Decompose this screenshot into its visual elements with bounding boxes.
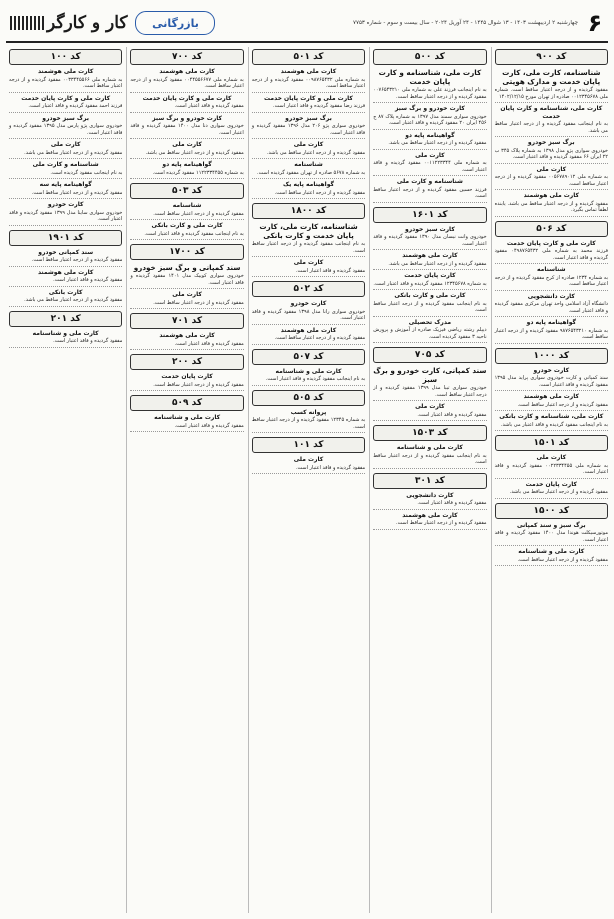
ad-title: کارت ملی و شناسنامه (154, 414, 221, 421)
ad-title: برگ سبز خودرو (42, 114, 90, 122)
classified-ad (495, 105, 608, 137)
ad-body: دانشگاه آزاد اسلامی واحد تهران مرکزی مفقود گردیده و فاقد اعتبار است. (494, 301, 608, 314)
ad-title: کارت دانشجویی (527, 292, 575, 300)
ad-title: کارت ملی هوشمند (523, 192, 579, 199)
ad-column (491, 47, 608, 913)
ad-body: فرزند احمد مفقود گردیده و فاقد اعتبار است. (28, 103, 123, 109)
ad-title: کارت ملی هوشمند (37, 268, 94, 276)
ad-body: مفقود گردیده و از درجه اعتبار ساقط است. (31, 189, 123, 196)
classified-ad (373, 366, 486, 401)
ad-title: کارت ملی (293, 259, 324, 266)
classified-ad (9, 95, 122, 113)
ad-body: به شماره ۱۱۲۲۳۳۴۴۵۵ مفقود گردیده است. (152, 169, 244, 176)
ad-body: به نام اینجانب مفقود گردیده است. (50, 169, 123, 176)
ad-body: به شماره ۱۲۳۴۵ مفقود گردیده و از درجه اعتبار ساقط است. (251, 417, 366, 430)
classified-ad (9, 141, 122, 159)
ad-body: مفقود گردیده و فاقد اعتبار است. (295, 464, 366, 471)
classified-ad (495, 481, 608, 499)
classified-ad (130, 291, 243, 309)
classified-ad (252, 115, 365, 140)
classified-ad (252, 368, 365, 386)
classified-ad (495, 68, 608, 103)
classified-ad (373, 319, 486, 344)
ad-title: گواهینامه پایه سه (39, 181, 92, 188)
ad-title: کارت ملی و شناسنامه (32, 329, 99, 337)
ad-body: خودروی سواری سمند مدل ۱۳۹۷ به شماره پلاک ۸۷ ج ۴۵۶ ایران ۲۰ مفقود گردیده و فاقد اعتبار است. (373, 113, 487, 126)
barcode-icon (10, 16, 44, 30)
ad-title: گواهینامه پایه دو (405, 131, 455, 139)
ad-title: کارت ملی و کارت پایان خدمت (264, 94, 353, 102)
classified-ad (495, 319, 608, 344)
classified-ad (495, 266, 608, 291)
ad-title: کارت ملی (415, 151, 445, 159)
classified-ad (130, 95, 243, 113)
ad-code-header: کد ۳۰۱ (373, 473, 486, 489)
section-title (6, 13, 127, 33)
ad-body: مفقود گردیده و فاقد اعتبار است. (174, 422, 244, 429)
classified-ad (9, 289, 122, 307)
ad-code-header: کد ۱۵۰۳ (373, 425, 486, 441)
classified-ad (9, 161, 122, 179)
ad-code-header: کد ۵۰۶ (495, 221, 608, 237)
ad-title: کارت خودرو و برگ سبز (394, 105, 465, 112)
ad-title: کارت ملی هوشمند (402, 511, 458, 519)
ad-title: گواهینامه پایه یک (283, 181, 334, 188)
ad-body: مفقود گردیده و از درجه اعتبار ساقط است. (31, 257, 123, 263)
ad-body: به شماره ملی ۰۰۴۴۵۵۶۶۷۷ مفقود گردیده و از درجه اعتبار ساقط است. (130, 76, 244, 89)
classified-ad (9, 68, 122, 93)
ad-code-header: کد ۵۰۲ (252, 281, 365, 297)
ad-body: مفقود گردیده و از درجه اعتبار ساقط است. (274, 189, 366, 196)
classified-ad (373, 403, 486, 421)
ad-body: مفقود گردیده و فاقد اعتبار است. (417, 500, 487, 506)
classified-ad (373, 226, 486, 251)
ad-title: کارت خودرو (47, 201, 84, 208)
ad-code-header: کد ۱۷۰۰ (130, 244, 243, 260)
ad-code-header: کد ۱۰۱ (252, 437, 365, 453)
ad-title: کارت ملی (536, 454, 567, 461)
classified-ad (252, 141, 365, 159)
ad-title: کارت بانکی (48, 288, 83, 296)
ad-title: کارت ملی و شناسنامه (396, 444, 463, 451)
ad-body: مفقود گردیده و از درجه اعتبار ساقط است. (274, 335, 366, 341)
ad-body: مفقود گردیده و از درجه اعتبار ساقط است. (153, 210, 244, 217)
classified-ad (9, 181, 122, 199)
ad-title: کارت ملی (172, 291, 202, 298)
ad-body: خودروی سواری پژو مدل ۱۳۹۸ به شماره پلاک ۳۴۵ ب ۲۲ ایران ۶۶ مفقود گردیده و فاقد اعتبار است. (494, 147, 608, 160)
ad-columns (6, 47, 608, 913)
classified-ad (252, 68, 365, 93)
classified-ad (252, 259, 365, 277)
ad-title: کارت ملی هوشمند (159, 68, 215, 75)
ad-body: خودروی سواری تیبا مدل ۱۳۹۹ مفقود گردیده و از درجه اعتبار ساقط است. (373, 385, 487, 398)
classified-ad (495, 413, 608, 431)
classified-ad (9, 330, 122, 348)
classified-ad (495, 522, 608, 547)
ad-title: شناسنامه، کارت ملی، کارت پایان خدمت و مدارک هویتی (502, 68, 601, 86)
ad-code-header: کد ۵۰۹ (130, 395, 243, 411)
classified-ad (130, 202, 243, 220)
ad-code-header: کد ۵۰۳ (130, 183, 243, 199)
ad-code-header: کد ۱۸۰۰ (252, 203, 365, 219)
ad-body: به شماره ۱۲۳۴۵۶۷۸ مفقود گردیده و فاقد اعتبار است. (373, 280, 487, 287)
ad-title: شناسنامه (294, 161, 323, 168)
ad-title: گواهینامه پایه دو (162, 161, 212, 168)
ad-body: مفقود گردیده و از درجه اعتبار ساقط می باشد. (388, 140, 487, 146)
ad-body: به نام اینجانب مفقود گردیده و فاقد اعتبار است. (144, 230, 244, 237)
ad-code-header: کد ۷۰۰ (130, 49, 243, 65)
ad-code-header: کد ۱۵۰۱ (495, 435, 608, 451)
classified-ad (130, 68, 243, 93)
ad-code-header: کد ۷۰۱ (130, 313, 243, 329)
ad-body: مفقود گردیده و از درجه اعتبار ساقط می باشد. (509, 489, 608, 495)
ad-code-header: کد ۱۰۰ (9, 49, 122, 65)
ad-body: مفقود گردیده و از درجه اعتبار ساقط است. (396, 520, 487, 526)
issue-line: چهارشنبه ۲ اردیبهشت ۱۴۰۳ - ۱۳ شوال ۱۴۴۵ - ۲۴ آوریل ۲۰۲۴ - سال بیست و سوم - شماره ۷۷۵۳ (353, 19, 578, 26)
classified-ad (495, 139, 608, 164)
classified-ad (373, 105, 486, 130)
classified-ad (130, 414, 243, 432)
classified-ad (9, 269, 122, 287)
classified-ad (495, 393, 608, 411)
ad-title: کارت دانشجویی (406, 491, 454, 499)
ad-title: کارت ملی هوشمند (523, 393, 579, 400)
ad-body: خودروی سواری ساینا مدل ۱۳۹۹ مفقود گردیده و فاقد اعتبار است. (8, 209, 123, 222)
ad-body: به نام اینجانب مفقود گردیده و از درجه اعتبار ساقط است. (373, 452, 487, 465)
classified-ad (252, 409, 365, 434)
ad-title: کارت سبز خودرو (404, 225, 455, 233)
ad-title: کارت ملی و کارت بانکی (394, 292, 466, 299)
ad-body: به شماره ملی ۰۰۳۳۴۴۵۵۶۶ مفقود گردیده و از درجه اعتبار ساقط است. (8, 76, 123, 89)
ad-title: کارت خودرو و برگ سبز (152, 114, 223, 122)
ad-body: به شماره ۱۲۳۴ صادره از کرج مفقود گردیده و از درجه اعتبار ساقط است. (494, 274, 608, 287)
classified-ad (252, 181, 365, 199)
classified-ad (373, 492, 486, 510)
ad-title: کارت پایان خدمت (404, 272, 456, 279)
ad-title: کارت خودرو (290, 300, 327, 307)
ad-body: به شماره ملی ۰۰۵۶۷۸۹۰۱۲ مفقود گردیده و از درجه اعتبار ساقط است. (494, 174, 608, 187)
ad-title: کارت خودرو (533, 366, 570, 374)
ad-body: مفقود گردیده و از درجه اعتبار ساقط است. شماره ملی ۰۰۱۲۳۴۵۶۷۸ صادره از تهران مورخ ۱۴۰۲/۱۲/۱۵ (494, 87, 608, 100)
ad-title: کارت ملی و کارت پایان خدمت (142, 94, 232, 102)
ad-title: شناسنامه، کارت ملی، کارت پایان خدمت و کارت بانکی (259, 222, 358, 240)
ad-body: مفقود گردیده و فاقد اعتبار است. (295, 267, 366, 274)
ad-title: سند کمپانی و برگ سبز خودرو (133, 263, 241, 272)
ad-code-header: کد ۹۰۰ (495, 49, 608, 65)
ad-body: به نام اینجانب فرزند علی به شماره ملی ۰۰۷۶۵۴۳۲۱۰ مفقود گردیده و از درجه اعتبار ساقط است. (373, 87, 487, 100)
ad-body: مفقود گردیده و از درجه اعتبار ساقط می باشد. (266, 149, 366, 156)
ad-title: مدرک تحصیلی (408, 318, 452, 326)
classified-ad (495, 166, 608, 191)
ad-title: کارت ملی (293, 141, 324, 148)
classified-ad (252, 456, 365, 474)
ad-column (126, 47, 243, 913)
newspaper-logo: بازرگانی (135, 11, 215, 35)
ad-title: کارت ملی و شناسنامه (275, 367, 342, 375)
ad-title: کارت ملی هوشمند (280, 326, 337, 334)
ad-body: مفقود گردیده و فاقد اعتبار است. (53, 338, 123, 344)
ad-title: برگ سبز خودرو (285, 114, 332, 122)
ad-body: سند کمپانی و کارت خودروی سواری پراید مدل ۱۳۹۵ مفقود گردیده و فاقد اعتبار است. (494, 375, 608, 388)
ad-title: کارت ملی و کارت بانکی (151, 222, 223, 229)
ad-title: برگ سبز و سند کمپانی (516, 521, 586, 529)
classified-ad (495, 548, 608, 566)
ad-body: مفقود گردیده و فاقد اعتبار است. (174, 103, 244, 109)
ad-title: کارت ملی، شناسنامه و کارت پایان خدمت (500, 105, 603, 120)
masthead (6, 5, 608, 43)
ad-title: کارت ملی و کارت پایان خدمت (506, 239, 596, 247)
ad-code-header: کد ۵۰۱ (252, 49, 365, 65)
classified-ad (495, 367, 608, 392)
ad-title: کارت ملی هوشمند (159, 332, 215, 339)
ad-title: کارت ملی (50, 141, 81, 148)
ad-body: به نام اینجانب مفقود گردیده و از درجه اعتبار ساقط است. (251, 241, 366, 254)
ad-code-header: کد ۷۰۵ (373, 347, 486, 363)
ad-code-header: کد ۱۵۰۰ (495, 503, 608, 519)
classified-ad (252, 222, 365, 257)
ad-code-header: کد ۵۰۰ (373, 49, 486, 65)
ad-body: مفقود گردیده و از درجه اعتبار ساقط می باشد. (388, 260, 487, 267)
classified-ad (373, 152, 486, 177)
classified-ad (252, 95, 365, 113)
ad-title: کارت ملی (536, 165, 567, 173)
ad-body: موتورسیکلت هوندا مدل ۱۴۰۰ مفقود گردیده و فاقد اعتبار است. (494, 530, 608, 543)
ad-code-header: کد ۲۰۱ (9, 311, 122, 327)
ad-body: دیپلم رشته ریاضی فیزیک صادره از آموزش و پرورش ناحیه ۳ مفقود گردیده است. (373, 327, 487, 340)
classified-ad (495, 293, 608, 318)
ad-body: مفقود گردیده و از درجه اعتبار ساقط می باشد. (24, 297, 123, 303)
classified-ad (130, 222, 243, 240)
ad-body: خودروی سواری پژو ۲۰۶ مدل ۱۳۹۶ مفقود گردیده و فاقد اعتبار است. (251, 123, 366, 136)
classified-ad (373, 68, 486, 103)
ad-column (6, 47, 122, 913)
section-title-text: کار و کارگر (47, 13, 128, 33)
ad-title: برگ سبز خودرو (527, 139, 575, 146)
ad-title: شناسنامه (172, 202, 202, 209)
ad-code-header: کد ۱۶۰۱ (373, 207, 486, 223)
ad-code-header: کد ۱۰۰۰ (495, 348, 608, 364)
ad-body: فرزند حسین مفقود گردیده و از درجه اعتبار ساقط است. (373, 186, 487, 199)
ad-body: فرزند رضا مفقود گردیده و فاقد اعتبار است. (273, 103, 366, 109)
ad-body: خودروی سواری پژو پارس مدل ۱۳۹۵ مفقود گردیده و فاقد اعتبار است. (8, 123, 123, 136)
classified-ad (495, 454, 608, 479)
ad-code-header: کد ۵۰۵ (252, 390, 365, 406)
ad-body: خودروی سواری دنا مدل ۱۴۰۰ مفقود گردیده و فاقد اعتبار است. (130, 123, 244, 136)
ad-body: مفقود گردیده و از درجه اعتبار ساقط است. (517, 401, 608, 408)
ad-body: مفقود گردیده و از درجه اعتبار ساقط می باشد. یابنده لطفاً تماس بگیرد. (494, 200, 608, 213)
classified-ad (495, 192, 608, 217)
ad-code-header: کد ۱۹۰۱ (9, 230, 122, 246)
classified-ad (130, 161, 243, 179)
page-number: ۶ (587, 9, 603, 37)
classified-ad (373, 292, 486, 317)
ad-column (369, 47, 486, 913)
ad-body: خودروی سواری کوییک مدل ۱۴۰۱ مفقود گردیده و فاقد اعتبار است. (130, 273, 244, 286)
ad-body: مفقود گردیده و فاقد اعتبار است. (174, 340, 244, 347)
ad-title: سند کمپانی، کارت خودرو و برگ سبز (373, 366, 487, 384)
classified-ad (373, 512, 486, 530)
ad-title: کارت ملی، شناسنامه و کارت پایان خدمت (378, 68, 482, 86)
ad-title: کارت ملی هوشمند (37, 68, 94, 75)
ad-code-header: کد ۵۰۷ (252, 349, 365, 365)
ad-code-header: کد ۲۰۰ (130, 354, 243, 370)
classified-ad (9, 115, 122, 140)
ad-body: خودروی سواری رانا مدل ۱۳۹۸ مفقود گردیده و فاقد اعتبار است. (251, 308, 366, 321)
classified-ad (130, 115, 243, 140)
classified-ad (252, 300, 365, 325)
classified-ad (130, 373, 243, 391)
ad-title: شناسنامه (537, 266, 566, 273)
ad-body: به نام اینجانب مفقود گردیده و فاقد اعتبار است. (265, 376, 366, 382)
classified-ad (9, 201, 122, 226)
ad-body: فرزند محمد به شماره ملی ۰۴۹۸۷۶۵۴۳۲ مفقود گردیده و فاقد اعتبار است. (494, 248, 608, 261)
ad-body: به شماره ملی ۰۰۱۱۲۲۳۳۴۴ مفقود گردیده و فاقد اعتبار است. (373, 160, 487, 173)
ad-body: مفقود گردیده و فاقد اعتبار است. (417, 411, 487, 418)
ad-body: خودروی وانت نیسان مدل ۱۳۹۰ مفقود گردیده و فاقد اعتبار است. (373, 234, 487, 247)
classified-ad (373, 272, 486, 290)
ad-title: شناسنامه و کارت ملی (396, 178, 463, 185)
ad-body: به شماره ۵۶۷۸ صادره از تهران مفقود گردیده است. (257, 169, 366, 176)
ad-title: کارت پایان خدمت (161, 373, 213, 380)
ad-title: گواهینامه پایه دو (526, 319, 576, 326)
ad-title: کارت ملی هوشمند (402, 252, 458, 259)
classified-ad (373, 178, 486, 203)
ad-title: کارت ملی و کارت پایان خدمت (21, 94, 111, 102)
classified-ad (373, 132, 486, 150)
ad-body: مفقود گردیده و از درجه اعتبار ساقط است. (153, 299, 244, 306)
ad-title: کارت ملی، شناسنامه و کارت بانکی (499, 413, 604, 420)
ad-title: کارت ملی هوشمند (280, 68, 337, 75)
ad-body: مفقود گردیده و از درجه اعتبار ساقط است. (517, 556, 608, 563)
ad-column (248, 47, 365, 913)
ad-body: به نام اینجانب مفقود گردیده و فاقد اعتبار می باشد. (500, 421, 608, 428)
ad-title: پروانه کسب (290, 408, 327, 416)
ad-body: به نام اینجانب مفقود گردیده و از درجه اعتبار ساقط می باشد. (494, 121, 608, 134)
ad-title: کارت ملی (415, 403, 445, 410)
ad-body: به نام اینجانب مفقود گردیده و از درجه اعتبار ساقط است. (373, 300, 487, 313)
classified-ad (373, 444, 486, 469)
ad-title: کارت ملی (172, 141, 202, 148)
ad-body: مفقود گردیده و فاقد اعتبار است. (53, 277, 123, 283)
classified-ad (252, 327, 365, 345)
ad-body: به شماره ملی ۰۰۲۲۳۳۴۴۵۵ مفقود گردیده و فاقد اعتبار است. (494, 462, 608, 475)
ad-title: کارت پایان خدمت (525, 480, 577, 488)
classified-ad (9, 249, 122, 267)
ad-body: به شماره ملی ۰۰۹۸۷۶۵۴۳۲ مفقود گردیده و از درجه اعتبار ساقط است. (251, 76, 366, 89)
classified-ad (130, 141, 243, 159)
classified-ad (373, 252, 486, 270)
classified-ad (495, 240, 608, 265)
ad-body: مفقود گردیده و از درجه اعتبار ساقط است. (153, 381, 244, 388)
ad-body: مفقود گردیده و از درجه اعتبار ساقط می باشد. (24, 149, 123, 156)
ad-title: شناسنامه و کارت ملی (32, 161, 99, 168)
classified-ad (130, 332, 243, 350)
ad-title: سند کمپانی خودرو (38, 248, 94, 256)
ad-body: مفقود گردیده و از درجه اعتبار ساقط می باشد. (145, 149, 244, 156)
ad-title: کارت ملی (293, 456, 324, 463)
classified-ad (130, 263, 243, 289)
ad-body: به شماره ۹۸۷۶۵۴۳۲۱۰ مفقود گردیده و از درجه اعتبار ساقط است. (494, 327, 608, 340)
ad-title: کارت ملی و شناسنامه (518, 548, 585, 555)
classified-ad (252, 161, 365, 179)
